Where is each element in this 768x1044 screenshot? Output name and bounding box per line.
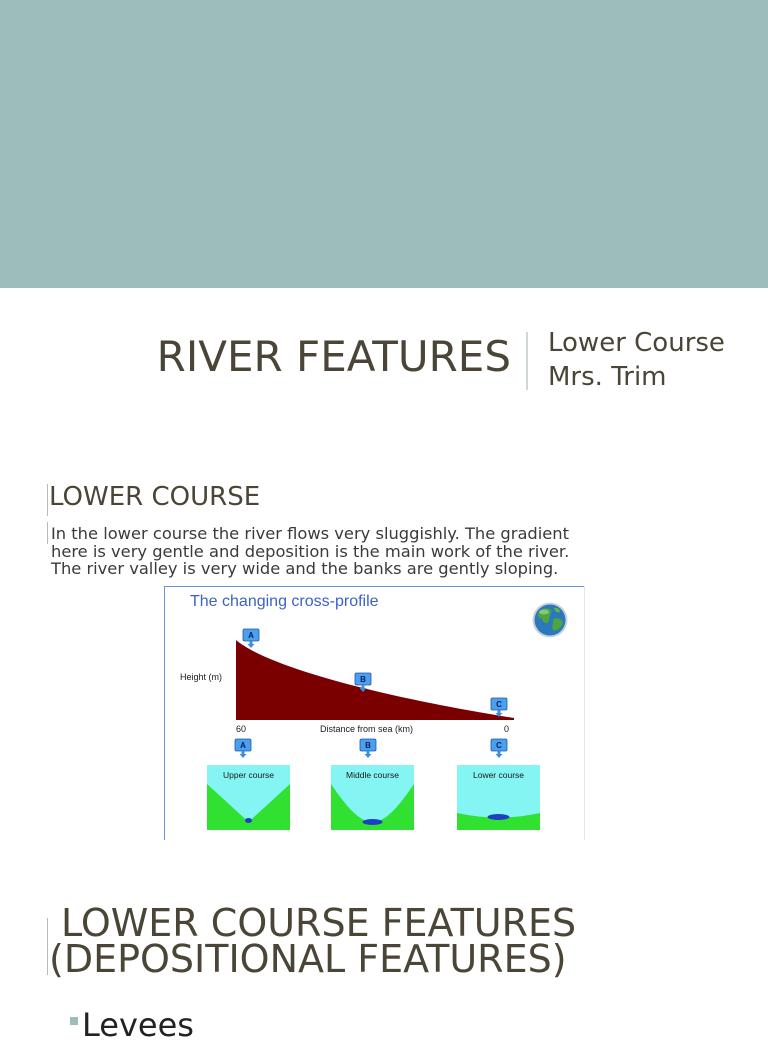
marker-letter: C [496, 700, 502, 709]
square-bullet-icon [70, 1017, 78, 1025]
globe-highlight [539, 610, 549, 615]
lower-course-paragraph [51, 525, 569, 578]
cross-section-middle [331, 765, 414, 830]
section-label: Upper course [222, 770, 275, 780]
globe-icon [533, 603, 568, 638]
subtitle-course: Lower Course [548, 328, 725, 358]
river-channel [363, 819, 383, 825]
features-heading-line: LOWER COURSE FEATURES [61, 901, 577, 945]
title-slide-banner [0, 0, 768, 288]
x-axis-label: Distance from sea (km) [320, 724, 414, 734]
slide-title: RIVER FEATURES [156, 332, 511, 381]
river-channel [488, 814, 510, 820]
marker-letter: A [240, 741, 246, 750]
river-channel [245, 818, 252, 823]
paragraph-line: The river valley is very wide and the banks are gently sloping. [51, 559, 559, 578]
bullet-label: Levees [82, 1006, 194, 1044]
section-label: Middle course [346, 770, 399, 780]
cross-profile-figure [164, 586, 585, 840]
section-heading: LOWER COURSE [49, 482, 261, 512]
bullet-list [0, 1006, 768, 1044]
figure-title: The changing cross-profile [190, 593, 379, 610]
marker-letter: B [360, 675, 366, 684]
features-heading-line: (DEPOSITIONAL FEATURES) [49, 937, 567, 981]
paragraph-line: here is very gentle and deposition is the main work of the river. [51, 541, 570, 561]
paragraph-accent-line [47, 522, 48, 544]
features-heading-accent-line [47, 918, 48, 975]
slide-subtitle [548, 326, 725, 394]
title-divider [526, 332, 528, 390]
marker-letter: B [365, 741, 371, 750]
section-label: Lower course [472, 770, 525, 780]
features-heading [49, 901, 577, 981]
marker-letter: C [496, 741, 502, 750]
x-axis-end-label: 0 [504, 724, 510, 734]
marker-letter: A [248, 631, 254, 640]
y-axis-label: Height (m) [180, 672, 223, 682]
subtitle-author: Mrs. Trim [548, 362, 667, 392]
x-axis-start-label: 60 [236, 724, 247, 734]
heading-accent-line [47, 484, 48, 516]
cross-section-lower [457, 765, 540, 830]
cross-section-upper [207, 765, 290, 830]
paragraph-line: In the lower course the river flows very sluggishly. The gradient [51, 524, 570, 543]
